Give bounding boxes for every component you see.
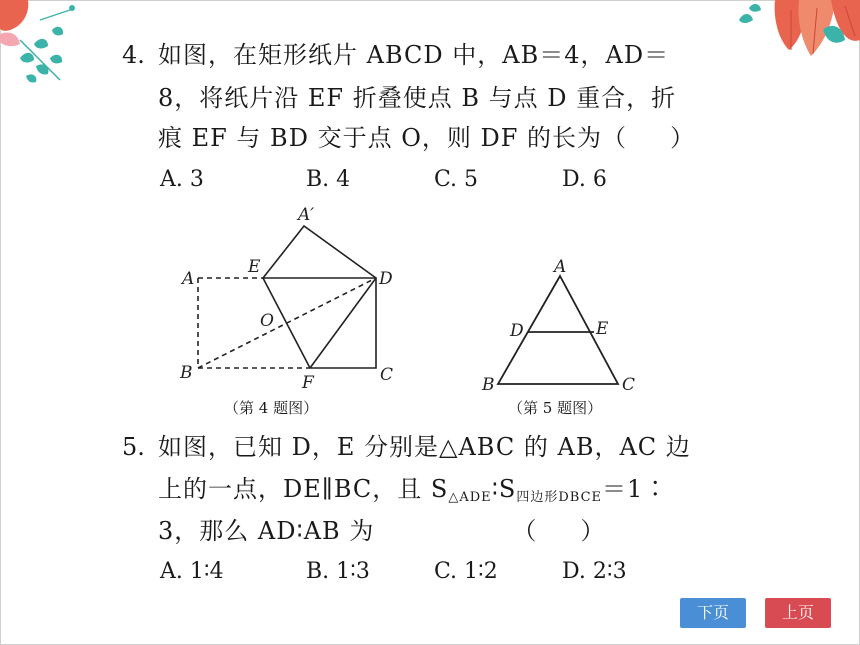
fig4-label-o: O [260, 311, 274, 331]
leaf-decoration-right-icon [735, 0, 860, 70]
fig5-label-d: D [510, 321, 524, 341]
leaf-decoration-left-icon [0, 0, 90, 95]
fig4-segment-fd [310, 278, 376, 368]
problem-4-option-b: B. 4 [306, 167, 351, 192]
area-subscript-ade: △ADE [448, 490, 492, 505]
fig5-label-c: C [622, 375, 636, 395]
area-subscript-dbce: 四边形DBCE [516, 490, 603, 505]
problem-5-number: 5. [122, 433, 145, 461]
fig4-label-d: D [379, 269, 393, 289]
problem-5-line-2-mid: ∶S [491, 475, 517, 503]
problem-5-line-3: 3，那么 AD∶AB 为 （ ） [158, 517, 606, 545]
problem-5-options [160, 558, 680, 586]
problem-5-line-1: 如图，已知 D，E 分别是△ABC 的 AB，AC 边 [158, 433, 691, 461]
problem-4-line-1: 如图，在矩形纸片 ABCD 中，AB＝4，AD＝ [158, 41, 670, 69]
previous-page-button[interactable]: 上页 [765, 598, 831, 628]
fig5-label-b: B [482, 375, 495, 395]
fig4-segment-ea-prime-d [263, 226, 376, 278]
problem-5-line-2-post: ＝1∶ [602, 475, 669, 503]
problem-4-options [160, 166, 680, 194]
problem-5-option-c: C. 1∶2 [434, 559, 498, 584]
problem-4-line-2: 8，将纸片沿 EF 折叠使点 B 与点 D 重合，折 [158, 84, 677, 112]
fig4-label-a-prime: A′ [298, 205, 315, 225]
fig5-label-a: A [554, 257, 567, 277]
fig4-label-a: A [182, 269, 195, 289]
problem-5-line-2-pre: 上的一点，DE∥BC，且 S [158, 475, 449, 503]
problem-4-option-c: C. 5 [434, 167, 479, 192]
fig4-label-b: B [180, 363, 193, 383]
problem-4-option-d: D. 6 [562, 167, 607, 192]
problem-5-caption: （第 5 题图） [508, 399, 603, 417]
problem-4-line-3: 痕 EF 与 BD 交于点 O，则 DF 的长为（ ） [158, 124, 696, 152]
problem-4-option-a: A. 3 [160, 167, 204, 192]
fig4-label-f: F [302, 373, 314, 393]
problem-5-option-b: B. 1∶3 [306, 559, 370, 584]
problem-4-figure [170, 200, 410, 400]
fig5-label-e: E [596, 319, 609, 339]
problem-5-figure [478, 256, 648, 398]
fig4-label-e: E [248, 257, 261, 277]
problem-5-option-a: A. 1∶4 [160, 559, 224, 584]
problem-5-option-d: D. 2∶3 [562, 559, 627, 584]
fig4-label-c: C [380, 365, 394, 385]
problem-4-number: 4. [122, 41, 145, 69]
problem-5-line-2 [158, 474, 668, 509]
next-page-button[interactable]: 下页 [680, 598, 746, 628]
problem-4-caption: （第 4 题图） [224, 399, 319, 417]
